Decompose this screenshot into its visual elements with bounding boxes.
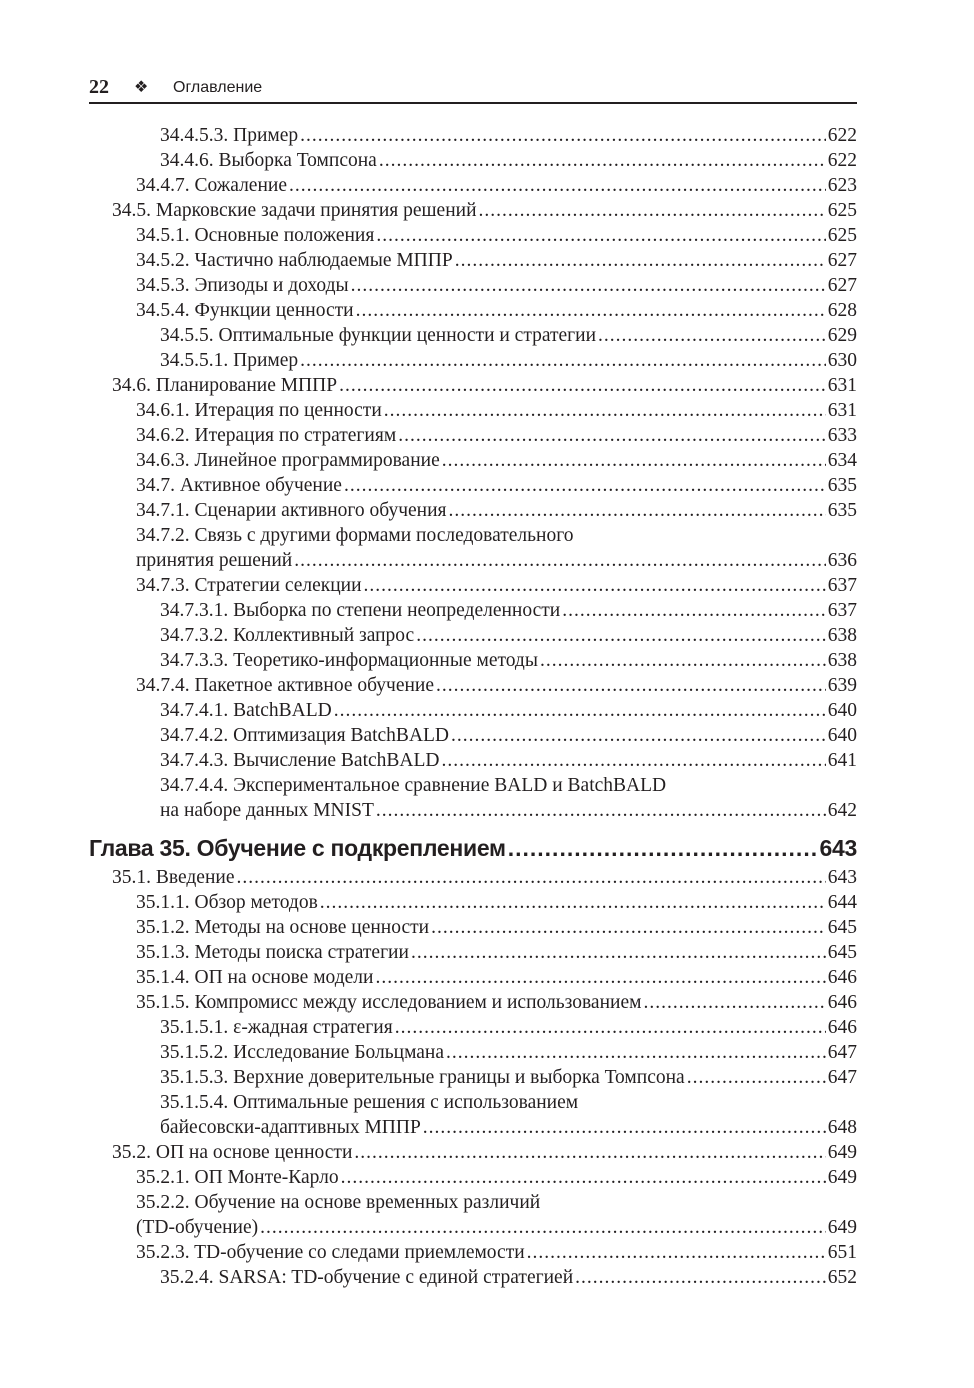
- entry-title: 35.1.3. Методы поиска стратегии: [136, 942, 409, 963]
- entry-page: 637: [827, 575, 857, 596]
- toc-entry[interactable]: [89, 773, 857, 823]
- entry-title: 35.1.5.3. Верхние доверительные границы и выборка Томпсона: [160, 1067, 685, 1088]
- dot-leader: [643, 990, 825, 1015]
- entry-page: 635: [827, 500, 857, 521]
- toc-entry[interactable]: [89, 498, 857, 523]
- entry-page: 628: [827, 300, 857, 321]
- dot-leader: [575, 1265, 826, 1290]
- entry-page: 634: [827, 450, 857, 471]
- toc-row: [89, 348, 857, 373]
- entry-title: 34.7.4.3. Вычисление BatchBALD: [160, 750, 440, 771]
- entry-title: 34.6. Планирование МППР: [112, 375, 338, 396]
- toc-row: [89, 1215, 857, 1240]
- toc-row: [89, 173, 857, 198]
- entry-title: 35.2.3. TD-обучение со следами приемлемости: [136, 1242, 525, 1263]
- dot-leader: [411, 940, 826, 965]
- entry-page: 627: [827, 250, 857, 271]
- dot-leader: [449, 498, 826, 523]
- entry-page: 631: [827, 375, 857, 396]
- dot-leader: [540, 648, 826, 673]
- entry-page: 623: [827, 175, 857, 196]
- entry-title: 34.4.7. Сожаление: [136, 175, 287, 196]
- dot-leader: [351, 273, 826, 298]
- entry-title: 34.5.1. Основные положения: [136, 225, 375, 246]
- entry-page: 629: [827, 325, 857, 346]
- toc-row: [89, 673, 857, 698]
- toc-row: [89, 890, 857, 915]
- dot-leader: [527, 1240, 826, 1265]
- toc-entry[interactable]: [89, 1265, 857, 1290]
- dot-leader: [395, 1015, 826, 1040]
- entry-title-continued: байесовски-адаптивных МППР: [160, 1117, 421, 1138]
- toc-entry[interactable]: [89, 273, 857, 298]
- dot-leader: [300, 348, 826, 373]
- entry-page: 622: [827, 125, 857, 146]
- entry-page: 640: [827, 700, 857, 721]
- toc-entry[interactable]: [89, 1015, 857, 1040]
- dot-leader: [398, 423, 826, 448]
- running-header: [89, 76, 857, 104]
- toc-row: [89, 965, 857, 990]
- entry-page: 637: [827, 600, 857, 621]
- toc-entry[interactable]: [89, 698, 857, 723]
- toc-entry[interactable]: [89, 323, 857, 348]
- entry-page: 640: [827, 725, 857, 746]
- entry-page: 647: [827, 1042, 857, 1063]
- entry-title: 35.1.5. Компромисс между исследованием и использованием: [136, 992, 642, 1013]
- table-of-contents: [89, 123, 857, 1290]
- toc-row: [89, 398, 857, 423]
- entry-title: 34.4.5.3. Пример: [160, 125, 299, 146]
- entry-title: 34.5.5.1. Пример: [160, 350, 299, 371]
- entry-page: 645: [827, 942, 857, 963]
- dot-leader: [455, 248, 826, 273]
- dot-leader: [356, 298, 826, 323]
- dot-leader: [320, 890, 826, 915]
- toc-entry[interactable]: [89, 473, 857, 498]
- dot-leader: [446, 1040, 826, 1065]
- toc-row: [89, 698, 857, 723]
- toc-entry[interactable]: [89, 1240, 857, 1265]
- entry-page: 625: [827, 200, 857, 221]
- entry-title: 35.1.5.2. Исследование Больцмана: [160, 1042, 445, 1063]
- entry-title: 34.7.3. Стратегии селекции: [136, 575, 362, 596]
- entry-page: 649: [827, 1167, 857, 1188]
- entry-title: 35.2.2. Обучение на основе временных различий: [136, 1192, 541, 1213]
- dot-leader: [289, 173, 826, 198]
- entry-title: 34.5. Марковские задачи принятия решений: [112, 200, 477, 221]
- entry-title: 34.7.4.4. Экспериментальное сравнение BALD и BatchBALD: [160, 775, 667, 796]
- entry-page: 642: [827, 800, 857, 821]
- toc-row: [89, 1265, 857, 1290]
- toc-row: [89, 273, 857, 298]
- toc-row: [89, 990, 857, 1015]
- entry-title: 34.5.5. Оптимальные функции ценности и стратегии: [160, 325, 597, 346]
- dot-leader: [300, 123, 826, 148]
- toc-entry[interactable]: [89, 198, 857, 223]
- entry-page: 622: [827, 150, 857, 171]
- dot-leader: [442, 448, 826, 473]
- toc-row: [89, 798, 857, 823]
- entry-title: 34.5.2. Частично наблюдаемые МППР: [136, 250, 453, 271]
- toc-row: [89, 915, 857, 940]
- toc-entry[interactable]: [89, 423, 857, 448]
- entry-title: 34.7.4. Пакетное активное обучение: [136, 675, 435, 696]
- entry-page: 644: [827, 892, 857, 913]
- entry-title: 34.7.2. Связь с другими формами последовательного: [136, 525, 574, 546]
- toc-row: [89, 1165, 857, 1190]
- toc-entry[interactable]: [89, 915, 857, 940]
- toc-entry[interactable]: [89, 1090, 857, 1140]
- dot-leader: [436, 673, 826, 698]
- dot-leader: [236, 865, 825, 890]
- entry-title-continued: (TD-обучение): [136, 1217, 259, 1238]
- toc-row: [89, 748, 857, 773]
- toc-entry[interactable]: [89, 448, 857, 473]
- entry-title: 34.7.3.3. Теоретико-информационные методы: [160, 650, 538, 671]
- entry-title: 35.2.1. ОП Монте-Карло: [136, 1167, 339, 1188]
- entry-title: 34.7.4.2. Оптимизация BatchBALD: [160, 725, 450, 746]
- entry-title: 34.5.3. Эпизоды и доходы: [136, 275, 349, 296]
- toc-entry[interactable]: [89, 298, 857, 323]
- toc-row: [89, 498, 857, 523]
- toc-row: [89, 548, 857, 573]
- toc-entry[interactable]: [89, 990, 857, 1015]
- toc-row: [89, 1040, 857, 1065]
- toc-row: [89, 1015, 857, 1040]
- toc-row: [89, 1115, 857, 1140]
- chapter-title: Глава 35. Обучение с подкреплением: [89, 835, 506, 861]
- entry-page: 649: [827, 1217, 857, 1238]
- toc-entry[interactable]: [89, 1190, 857, 1240]
- toc-entry[interactable]: [89, 123, 857, 148]
- entry-page: 630: [827, 350, 857, 371]
- toc-row: [89, 473, 857, 498]
- entry-title: 34.7.3.1. Выборка по степени неопределенности: [160, 600, 561, 621]
- toc-entry[interactable]: [89, 1140, 857, 1165]
- dot-leader: [344, 473, 826, 498]
- toc-row: [89, 1240, 857, 1265]
- entry-page: 643: [827, 867, 857, 888]
- entry-title: 34.5.4. Функции ценности: [136, 300, 354, 321]
- entry-title-continued: принятия решений: [136, 550, 293, 571]
- dot-leader: [479, 198, 826, 223]
- toc-entry[interactable]: [89, 348, 857, 373]
- entry-page: 647: [827, 1067, 857, 1088]
- dot-leader: [598, 323, 826, 348]
- entry-page: 638: [827, 625, 857, 646]
- entry-title: 35.1.4. ОП на основе модели: [136, 967, 374, 988]
- dot-leader: [260, 1215, 826, 1240]
- toc-entry[interactable]: [89, 398, 857, 423]
- toc-row: [89, 198, 857, 223]
- toc-row: [89, 623, 857, 648]
- dot-leader: [687, 1065, 826, 1090]
- toc-entry[interactable]: [89, 723, 857, 748]
- dot-leader: [334, 698, 826, 723]
- toc-entry[interactable]: [89, 248, 857, 273]
- toc-entry[interactable]: [89, 223, 857, 248]
- toc-row: [89, 448, 857, 473]
- toc-row: [89, 423, 857, 448]
- toc-entry[interactable]: [89, 523, 857, 573]
- toc-entry[interactable]: [89, 1065, 857, 1090]
- toc-entry[interactable]: [89, 890, 857, 915]
- entry-title: 34.6.1. Итерация по ценности: [136, 400, 382, 421]
- toc-row: [89, 723, 857, 748]
- toc-row: [89, 1140, 857, 1165]
- toc-row: [89, 298, 857, 323]
- toc-entry[interactable]: [89, 1165, 857, 1190]
- ornament-icon: ❖: [134, 77, 149, 96]
- page-number: 22: [89, 76, 109, 98]
- entry-page: 646: [827, 967, 857, 988]
- toc-row: [89, 573, 857, 598]
- toc-entry[interactable]: [89, 865, 857, 890]
- toc-row: [89, 123, 857, 148]
- entry-page: 627: [827, 275, 857, 296]
- toc-row: [89, 323, 857, 348]
- dot-leader: [354, 1140, 825, 1165]
- toc-entry[interactable]: [89, 173, 857, 198]
- entry-title: 35.1.5.4. Оптимальные решения с использованием: [160, 1092, 579, 1113]
- entry-page: 649: [827, 1142, 857, 1163]
- entry-title: 35.1.2. Методы на основе ценности: [136, 917, 430, 938]
- toc-row: [89, 865, 857, 890]
- entry-title: 34.6.3. Линейное программирование: [136, 450, 440, 471]
- dot-leader: [562, 598, 826, 623]
- toc-entry[interactable]: [89, 940, 857, 965]
- entry-page: 651: [827, 1242, 857, 1263]
- toc-entry[interactable]: [89, 598, 857, 623]
- dot-leader: [376, 223, 825, 248]
- toc-row: [89, 148, 857, 173]
- entry-page: 648: [827, 1117, 857, 1138]
- dot-leader: [508, 831, 818, 865]
- entry-title: 34.7.1. Сценарии активного обучения: [136, 500, 447, 521]
- dot-leader: [364, 573, 826, 598]
- dot-leader: [341, 1165, 826, 1190]
- entry-title: 34.7.3.2. Коллективный запрос: [160, 625, 415, 646]
- dot-leader: [294, 548, 826, 573]
- entry-title: 35.1.5.1. ε-жадная стратегия: [160, 1017, 393, 1038]
- toc-row: [89, 940, 857, 965]
- toc-entry[interactable]: [89, 373, 857, 398]
- dot-leader: [416, 623, 826, 648]
- chapter-heading[interactable]: [89, 831, 857, 865]
- entry-title-continued: на наборе данных MNIST: [160, 800, 374, 821]
- entry-title: 34.7.4.1. BatchBALD: [160, 700, 332, 721]
- dot-leader: [451, 723, 826, 748]
- toc-row: [89, 223, 857, 248]
- toc-entry[interactable]: [89, 573, 857, 598]
- entry-page: 633: [827, 425, 857, 446]
- entry-page: 639: [827, 675, 857, 696]
- entry-page: 638: [827, 650, 857, 671]
- entry-title: 35.1. Введение: [112, 867, 235, 888]
- toc-row: [89, 648, 857, 673]
- entry-title: 34.7. Активное обучение: [136, 475, 342, 496]
- entry-page: 641: [827, 750, 857, 771]
- header-title: Оглавление: [173, 79, 263, 96]
- toc-entry[interactable]: [89, 965, 857, 990]
- toc-entry[interactable]: [89, 1040, 857, 1065]
- entry-title: 35.1.1. Обзор методов: [136, 892, 318, 913]
- toc-row: [89, 598, 857, 623]
- dot-leader: [384, 398, 826, 423]
- toc-entry[interactable]: [89, 648, 857, 673]
- dot-leader: [423, 1115, 826, 1140]
- entry-page: 636: [827, 550, 857, 571]
- entry-title: 35.2. ОП на основе ценности: [112, 1142, 353, 1163]
- entry-page: 631: [827, 400, 857, 421]
- entry-page: 646: [827, 992, 857, 1013]
- toc-row: [89, 248, 857, 273]
- entry-title: 34.4.6. Выборка Томпсона: [160, 150, 377, 171]
- entry-title: 35.2.4. SARSA: TD-обучение с единой стратегией: [160, 1267, 574, 1288]
- entry-page: 652: [827, 1267, 857, 1288]
- toc-entry[interactable]: [89, 673, 857, 698]
- dot-leader: [379, 148, 826, 173]
- dot-leader: [431, 915, 826, 940]
- toc-row: [89, 373, 857, 398]
- toc-entry[interactable]: [89, 748, 857, 773]
- toc-entry[interactable]: [89, 623, 857, 648]
- dot-leader: [441, 748, 825, 773]
- dot-leader: [375, 965, 825, 990]
- chapter-page: 643: [819, 835, 857, 861]
- dot-leader: [339, 373, 826, 398]
- toc-entry[interactable]: [89, 148, 857, 173]
- entry-page: 646: [827, 1017, 857, 1038]
- dot-leader: [376, 798, 826, 823]
- entry-title: 34.6.2. Итерация по стратегиям: [136, 425, 397, 446]
- entry-page: 645: [827, 917, 857, 938]
- toc-row: [89, 1065, 857, 1090]
- entry-page: 635: [827, 475, 857, 496]
- entry-page: 625: [827, 225, 857, 246]
